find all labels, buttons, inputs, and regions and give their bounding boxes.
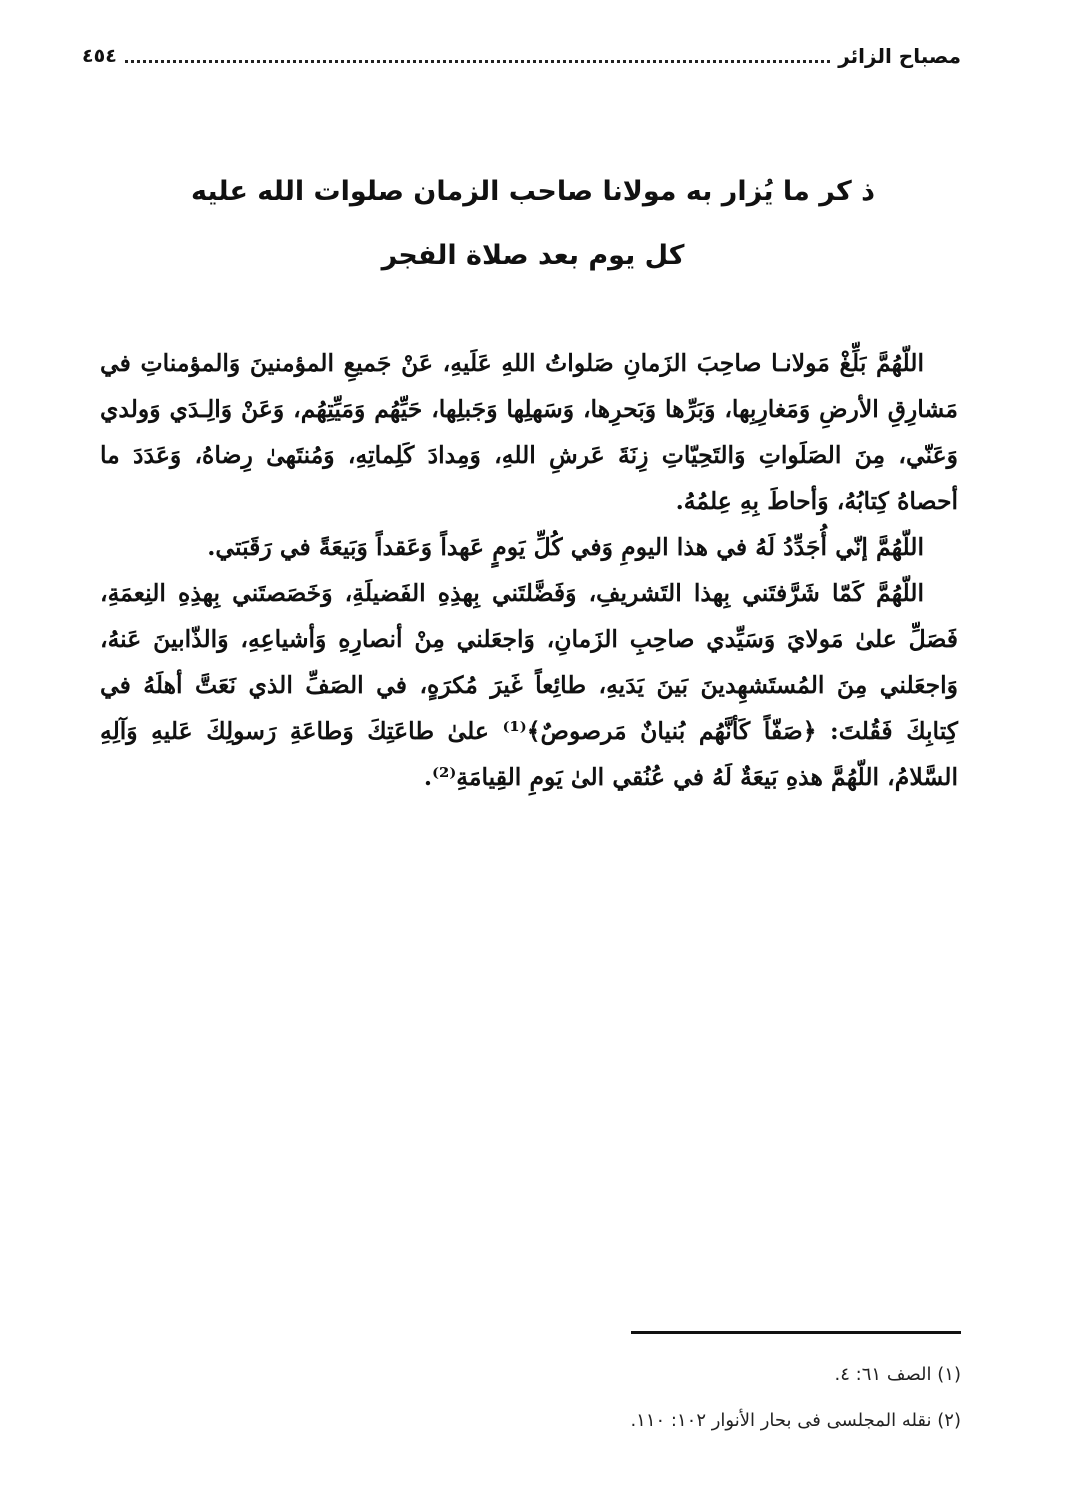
footnote-separator [631, 1331, 961, 1334]
section-title [100, 160, 966, 288]
running-header-book-title: مصباح الزائر [838, 44, 961, 68]
prayer-paragraph: اللّهُمَّ كَمّا شَرَّفتَني بِهذا التَشريفِ، وَفَضَّلتَني بِهذِهِ الفَضيلَةِ، وَخَصَصتَني بِهذِهِ النِعمَةِ، فَصَلِّ علىٰ مَولايَ وَسَيِّدي صاحِبِ الزَمانِ، وَاجعَلني مِنْ أنصارِهِ وَأشياعِهِ، وَالذّابينَ عَنهُ، وَاجعَلني مِنَ المُستَشهِدينَ بَينَ يَدَيهِ، طائِعاً غَيرَ مُكرَهٍ، في الصَفِّ الذي نَعَتَّ أهلَهُ في كِتابِكَ فَقُلتَ: ﴿صَفّاً كَأنَّهُم بُنيانٌ مَرصوصٌ﴾⁽¹⁾ علىٰ طاعَتِكَ وَطاعَةِ رَسولِكَ عَليهِ وَآلِهِ السَّلامُ، اللّهُمَّ هذهِ بَيعَةٌ لَهُ في عُنُقي الىٰ يَومِ القِيامَةِ⁽²⁾. [100, 579, 958, 791]
footnote-2: (٢) نقله المجلسى فى بحار الأنوار ١٠٢: ١١٠. [630, 1410, 961, 1431]
footnote-1: (١) الصف ٦١: ٤. [834, 1364, 961, 1385]
header-dot-leader [125, 60, 830, 63]
prayer-paragraph: اللّهُمَّ بَلِّغْ مَولانـا صاحِبَ الزَمانِ صَلواتُ اللهِ عَلَيهِ، عَنْ جَميعِ المؤمنينَ وَالمؤمناتِ في مَشارِقِ الأرضِ وَمَغارِبِها، وَبَرِّها وَبَحرِها، وَسَهلِها وَجَبلِها، حَيِّهُم وَمَيِّتِهُم، وَعَنْ وَالِـدَي وَولدي وَعَنّي، مِنَ الصَلَواتِ وَالتَحِيّاتِ زِنَةَ عَرشِ اللهِ، وَمِدادَ كَلِماتِهِ، وَمُنتَهىٰ رِضاهُ، وَعَدَدَ ما أحصاهُ كِتابُهُ، وَأحاطَ بِهِ عِلمُهُ. [100, 349, 958, 515]
footnotes [300, 1352, 961, 1444]
section-title-line-2: كل يوم بعد صلاة الفجر [381, 240, 685, 271]
prayer-text [100, 340, 958, 800]
running-header [82, 36, 961, 76]
prayer-paragraph: اللّهُمَّ إنّي أُجَدِّدُ لَهُ في هذا اليومِ وَفي كُلِّ يَومٍ عَهداً وَعَقداً وَبَيعَةً في رَقَبَتي. [207, 533, 924, 561]
section-title-line-1: ذ كر ما يُزار به مولانا صاحب الزمان صلوات الله عليه [191, 176, 875, 207]
page-number: ٤٥٤ [82, 45, 117, 67]
